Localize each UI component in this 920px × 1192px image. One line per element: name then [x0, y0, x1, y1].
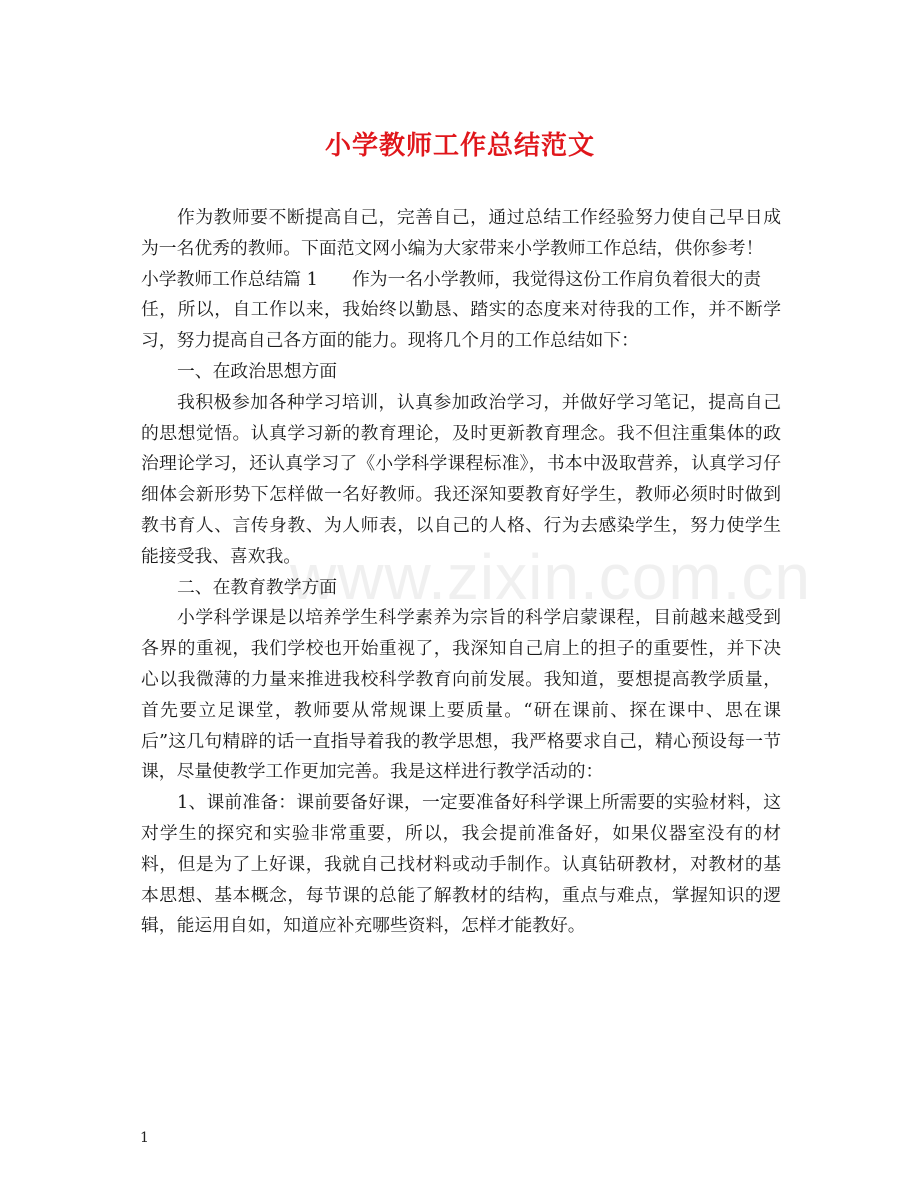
article-first-line: 作为一名小学教师，我觉得这份工作肩负着很大的责 [352, 268, 761, 290]
section1-heading: 一、在政治思想方面 [177, 360, 338, 382]
watermark: www.zixin.com.cn [290, 541, 811, 613]
article-continuation: 任，所以，自工作以来，我始终以勤恳、踏实的态度来对待我的工作，并不断学习，努力提高自己各方面的能力。现将几个月的工作总结如下： [141, 299, 781, 352]
document-body [141, 203, 781, 942]
document-title: 小学教师工作总结范文 [324, 131, 595, 161]
section2-paragraph: 小学科学课是以培养学生科学素养为宗旨的科学启蒙课程，目前越来越受到各界的重视，我们学校也开始重视了，我深知自己肩上的担子的重要性，并下决心以我微薄的力量来推进我校科学教育向前发展。我知道，要想提高教学质量，首先要立足课堂，教师要从常规课上要质量。“研在课前、探在课中、思在课后”这几句精辟的话一直指导着我的教学思想，我严格要求自己，精心预设每一节课，尽量使教学工作更加完善。我是这样进行教学活动的： [141, 607, 781, 783]
article-heading-line [141, 265, 781, 296]
item1-paragraph: 1、课前准备：课前要备好课，一定要准备好科学课上所需要的实验材料，这对学生的探究和实验非常重要，所以，我会提前准备好，如果仪器室没有的材料，但是为了上好课，我就自己找材料或动手制作。认真钻研教材，对教材的基本思想、基本概念，每节课的总能了解教材的结构，重点与难点，掌握知识的逻辑，能运用自如，知道应补充哪些资料，怎样才能教好。 [141, 792, 781, 937]
article-label: 小学教师工作总结篇 1 [141, 268, 318, 290]
section2-heading: 二、在教育教学方面 [177, 576, 338, 598]
section1-paragraph: 我积极参加各种学习培训，认真参加政治学习，并做好学习笔记，提高自己的思想觉悟。认真学习新的教育理论，及时更新教育理念。我不但注重集体的政治理论学习，还认真学习了《小学科学课程标准》，书本中汲取营养，认真学习仔细体会新形势下怎样做一名好教师。我还深知要教育好学生，教师必须时时做到教书育人、言传身教、为人师表，以自己的人格、行为去感染学生，努力使学生能接受我、喜欢我。 [141, 391, 781, 567]
intro-paragraph: 作为教师要不断提高自己，完善自己，通过总结工作经验努力使自己早日成为一名优秀的教师。下面范文网小编为大家带来小学教师工作总结，供你参考！ [141, 207, 781, 259]
page-number: 1 [140, 1130, 149, 1146]
